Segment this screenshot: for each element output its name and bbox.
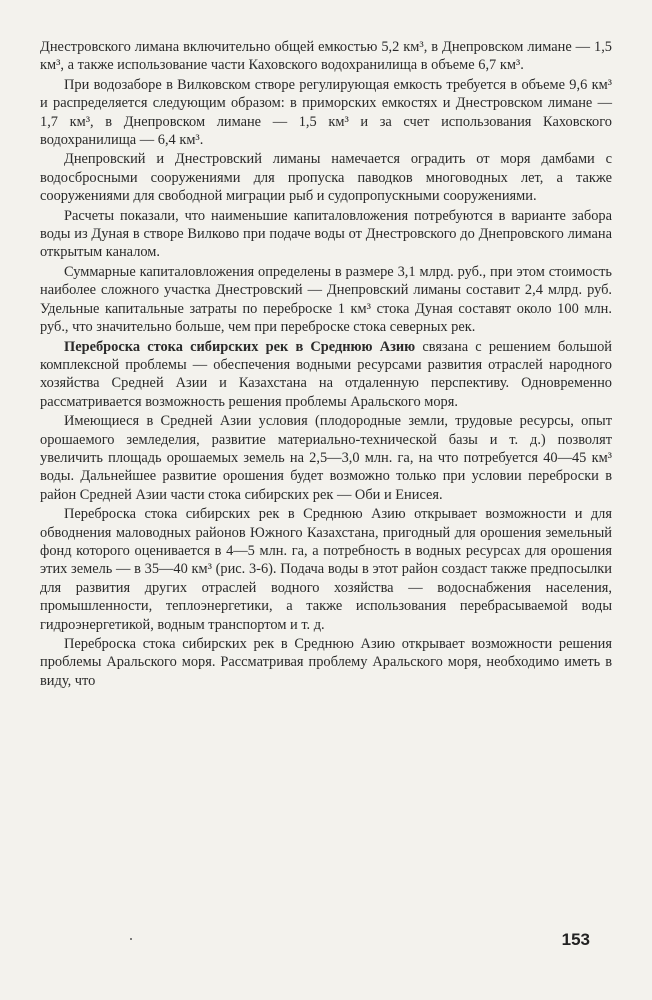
section-heading: Переброска стока сибирских рек в Среднюю Азию: [64, 338, 416, 355]
paragraph-9: Переброска стока сибирских рек в Среднюю Азию открывает возможности решения проблемы Аральского моря. Рассматривая проблему Аральского моря, необходимо иметь в виду, что: [40, 636, 612, 689]
paragraph-4: Расчеты показали, что наименьшие капиталовложения потребуются в варианте забора воды из Дуная в створе Вилково при подаче воды от Днестровского до Днепровского лимана открытым каналом.: [40, 207, 612, 261]
paragraph-5: Суммарные капиталовложения определены в размере 3,1 млрд. руб., при этом стоимость наиболее сложного участка Днестровский — Днепровский лиманы составит 2,4 млрд. руб. Удельные капитальные затраты по переброске 1 км³ стока Дуная составят около 100 млн. руб., что значительно больше, чем при переброске стока северных рек.: [40, 263, 612, 336]
paragraph-1: Днестровского лимана включительно общей емкостью 5,2 км³, в Днепровском лимане — 1,5 км³, а также использование части Каховского водохранилища в объеме 6,7 км³.: [40, 39, 612, 74]
print-speck: [130, 938, 132, 940]
paragraph-7: Имеющиеся в Средней Азии условия (плодородные земли, трудовые ресурсы, опыт орошаемого земледелия, развитие материально-технической базы и т. д.) позволят увеличить площадь орошаемых земель на 2,5—3,0 млн. га, на что потребуется 40—45 км³ воды. Дальнейшее развитие орошения будет возможно только при условии переброски в район Средней Азии части стока сибирских рек — Оби и Енисея.: [40, 413, 612, 503]
paragraph-6-text: связана с решением большой комплексной проблемы — обеспечения водными ресурсами развития отраслей народного хозяйства Средней Азии и Казахстана на отдаленную перспективу. Одновременно рассматривается возможность решения проблемы Аральского моря.: [40, 338, 612, 410]
body-text: [40, 38, 612, 690]
paragraph-3: Днепровский и Днестровский лиманы намечается оградить от моря дамбами с водосбросными сооружениями для пропуска паводков многоводных лет, а также сооружениями для свободной миграции рыб и судопропускными сооружениями.: [40, 151, 612, 205]
paragraph-8: Переброска стока сибирских рек в Среднюю Азию открывает возможности и для обводнения маловодных районов Южного Казахстана, пригодный для орошения земельный фонд которого оценивается в 4—5 млн. га, а потребность в водных ресурсах для орошения этих земель — в 35—40 км³ (рис. 3-6). Подача воды в этот район создаст также предпосылки для развития других отраслей водного хозяйства — водоснабжения населения, промышленности, теплоэнергетики, а также использования перебрасываемой воды гидроэнергетикой, водным транспортом и т. д.: [40, 506, 612, 633]
paragraph-2: При водозаборе в Вилковском створе регулирующая емкость требуется в объеме 9,6 км³ и распределяется следующим образом: в приморских емкостях и Днестровском лимане — 1,7 км³, в Днепровском лимане — 1,5 км³ и за счет использования Каховского водохранилища — 6,4 км³.: [40, 76, 612, 149]
page-number: 153: [561, 930, 590, 949]
paragraph-6: [40, 338, 612, 412]
